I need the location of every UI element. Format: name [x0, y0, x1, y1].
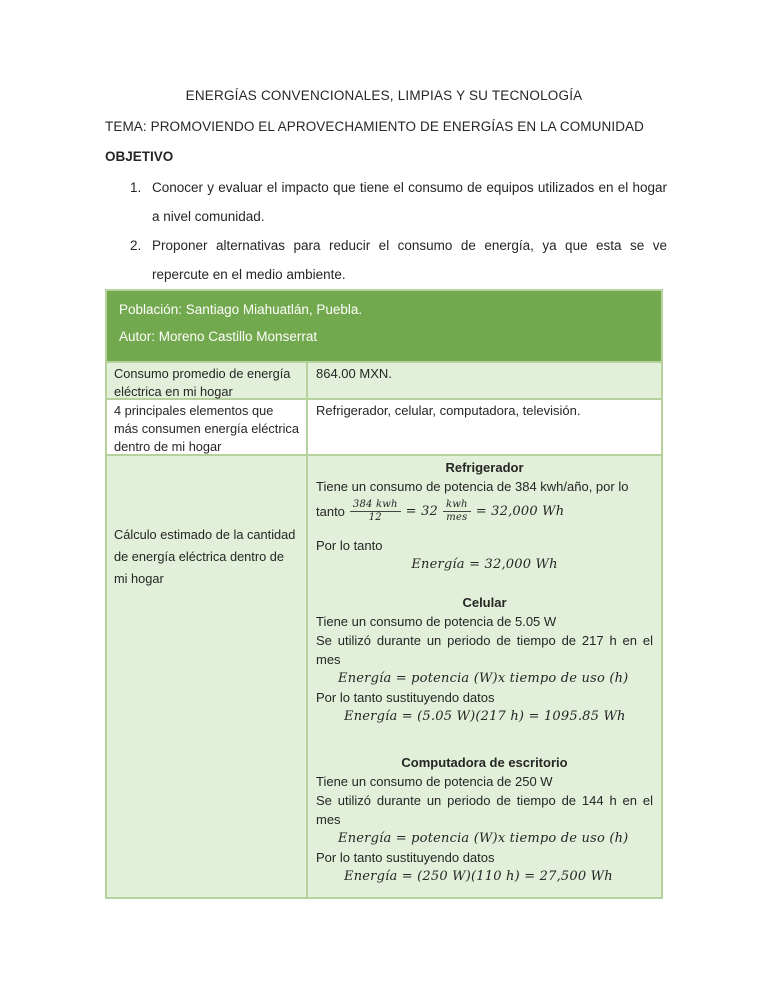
refrigerador-fraction-formula [316, 496, 653, 526]
computadora-line2: Se utilizó durante un periodo de tiempo de 144 h en el mes [316, 793, 653, 827]
table-row-calculo [107, 454, 661, 897]
energy-table [105, 289, 663, 899]
section-heading-celular: Celular [462, 595, 507, 610]
calculo-label-cell: Cálculo estimado de la cantidad de energía eléctrica dentro de mi hogar [107, 456, 308, 897]
calculo-content-cell [308, 456, 661, 897]
table-row [107, 361, 661, 398]
computadora-result-formula: Energía = (250 W)(110 h) = 27,500 Wh [344, 869, 613, 884]
header-poblacion: Población: Santiago Miahuatlán, Puebla. [119, 302, 363, 317]
row-label-cell: Consumo promedio de energía eléctrica en mi hogar [107, 363, 308, 398]
table-row [107, 398, 661, 454]
section-heading-refrigerador: Refrigerador [445, 460, 524, 475]
list-item-number: 2. [130, 238, 142, 253]
objectives-list [130, 173, 667, 289]
list-item [130, 173, 667, 231]
tema-line: TEMA: PROMOVIENDO EL APROVECHAMIENTO DE ENERGÍAS EN LA COMUNIDAD [105, 119, 644, 134]
list-item-number: 1. [130, 180, 142, 195]
celular-result-formula: Energía = (5.05 W)(217 h) = 1095.85 Wh [344, 709, 626, 724]
list-item-text: Conocer y evaluar el impacto que tiene el consumo de equipos utilizados en el hogar a nivel comunidad. [152, 180, 667, 224]
computadora-general-formula: Energía = potencia (W)x tiempo de uso (h) [338, 831, 629, 846]
formula-prefix: tanto [316, 503, 345, 519]
fraction: $\frac{\text{384 kwh}}{12}$ [350, 499, 401, 524]
refrigerador-line1: Tiene un consumo de potencia de 384 kwh/año, por lo [316, 479, 629, 494]
table-header [107, 291, 661, 361]
celular-line1: Tiene un consumo de potencia de 5.05 W [316, 614, 557, 629]
header-autor: Autor: Moreno Castillo Monserrat [119, 329, 318, 344]
objetivo-heading: OBJETIVO [105, 149, 174, 164]
row-label-cell: 4 principales elementos que más consumen energía eléctrica dentro de mi hogar [107, 400, 308, 454]
computadora-por-lo-tanto: Por lo tanto sustituyendo datos [316, 850, 495, 865]
row-value-cell: Refrigerador, celular, computadora, televisión. [316, 403, 581, 418]
formula-tail: = 32,000 Wh [475, 503, 565, 519]
celular-line2: Se utilizó durante un periodo de tiempo de 217 h en el mes [316, 633, 653, 667]
celular-general-formula: Energía = potencia (W)x tiempo de uso (h) [338, 671, 629, 686]
row-value-cell: 864.00 MXN. [316, 366, 392, 381]
section-heading-computadora: Computadora de escritorio [401, 755, 568, 770]
document-title: ENERGÍAS CONVENCIONALES, LIMPIAS Y SU TECNOLOGÍA [185, 88, 583, 103]
list-item [130, 231, 667, 289]
fraction: $\frac{\text{kwh}}{\text{mes}}$ [443, 499, 471, 524]
formula-mid: = 32 [405, 503, 439, 519]
computadora-line1: Tiene un consumo de potencia de 250 W [316, 774, 553, 789]
list-item-text: Proponer alternativas para reducir el consumo de energía, ya que esta se ve repercute en el medio ambiente. [152, 238, 667, 282]
refrigerador-por-lo-tanto: Por lo tanto [316, 538, 383, 553]
celular-por-lo-tanto: Por lo tanto sustituyendo datos [316, 690, 495, 705]
refrigerador-result-formula: Energía = 32,000 Wh [411, 557, 558, 572]
